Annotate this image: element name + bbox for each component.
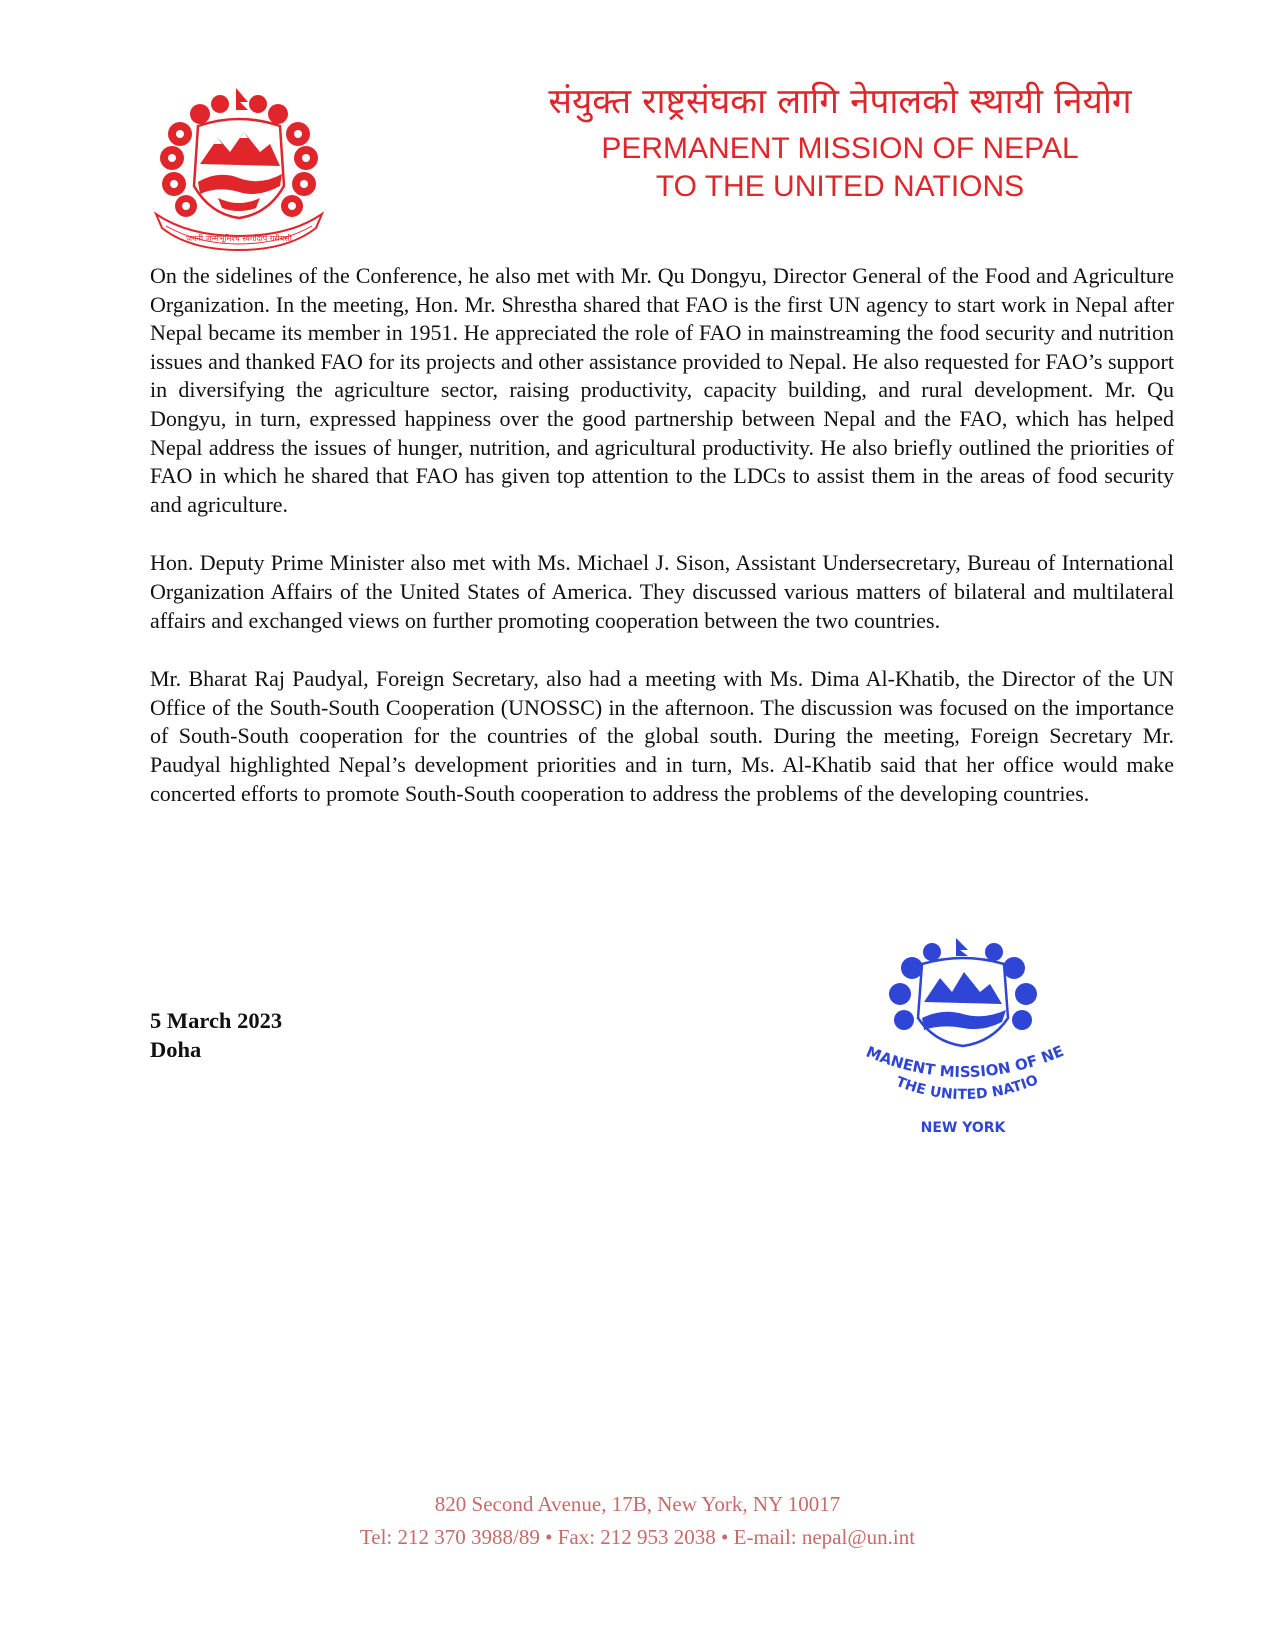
body-paragraph: Mr. Bharat Raj Paudyal, Foreign Secretary, also had a meeting with Ms. Dima Al-Khatib, the Director of the UN Office of the South-South Cooperation (UNOSSC) in the afternoon. The discussion was focused on the importance of South-South cooperation for the countries of the global south. During the meeting, Foreign Secretary Mr. Paudyal highlighted Nepal’s development priorities and in turn, Ms. Al-Khatib said that her office would make concerted efforts to promote South-South cooperation to address the problems of the developing countries. xyxy=(150,666,1174,806)
body-paragraph: On the sidelines of the Conference, he also met with Mr. Qu Dongyu, Director General of the Food and Agriculture Organization. In the meeting, Hon. Mr. Shrestha shared that FAO is the first UN agency to start work in Nepal after Nepal became its member in 1951. He appreciated the role of FAO in mainstreaming the food security and nutrition issues and thanked FAO for its projects and other assistance provided to Nepal. He also requested for FAO’s support in diversifying the agriculture sector, raising productivity, capacity building, and rural development. Mr. Qu Dongyu, in turn, expressed happiness over the good partnership between Nepal and the FAO, which has helped Nepal address the issues of hunger, nutrition, and agricultural productivity. He also briefly outlined the priorities of FAO in which he shared that FAO has given top attention to the LDCs to assist them in the areas of food security and agriculture. xyxy=(150,263,1174,517)
letterhead-footer xyxy=(0,1488,1275,1554)
letterhead-nepali-title: संयुक्त राष्ट्रसंघका लागि नेपालको स्थायी नियोग xyxy=(548,82,1132,122)
body-paragraph: Hon. Deputy Prime Minister also met with Ms. Michael J. Sison, Assistant Undersecretary, Bureau of International Organization Affairs of the United States of America. They discussed various matters of bilateral and multilateral affairs and exchanged views on further promoting cooperation between the two countries. xyxy=(150,550,1174,633)
nepal-coat-of-arms-icon xyxy=(148,86,330,254)
press-release-body xyxy=(150,262,1174,838)
emblem-motto: जननी जन्मभूमिश्च स्वर्गादपि गरीयसी xyxy=(186,234,292,243)
seal-line2: THE UNITED NATIO xyxy=(893,1072,1041,1104)
date-place-block xyxy=(150,1006,282,1064)
letterhead xyxy=(480,78,1200,206)
footer-contact: Tel: 212 370 3988/89 • Fax: 212 953 2038 • E-mail: nepal@un.int xyxy=(359,1525,916,1549)
mission-seal-stamp-icon xyxy=(852,938,1074,1148)
document-place: Doha xyxy=(150,1037,202,1062)
letterhead-english-line1: PERMANENT MISSION OF NEPAL xyxy=(601,132,1079,165)
seal-line1: MANENT MISSION OF NE xyxy=(863,1041,1067,1082)
seal-line3: NEW YORK xyxy=(920,1120,1006,1136)
letterhead-english-line2: TO THE UNITED NATIONS xyxy=(655,170,1025,203)
document-date: 5 March 2023 xyxy=(150,1008,283,1033)
footer-address: 820 Second Avenue, 17B, New York, NY 10017 xyxy=(434,1492,841,1516)
